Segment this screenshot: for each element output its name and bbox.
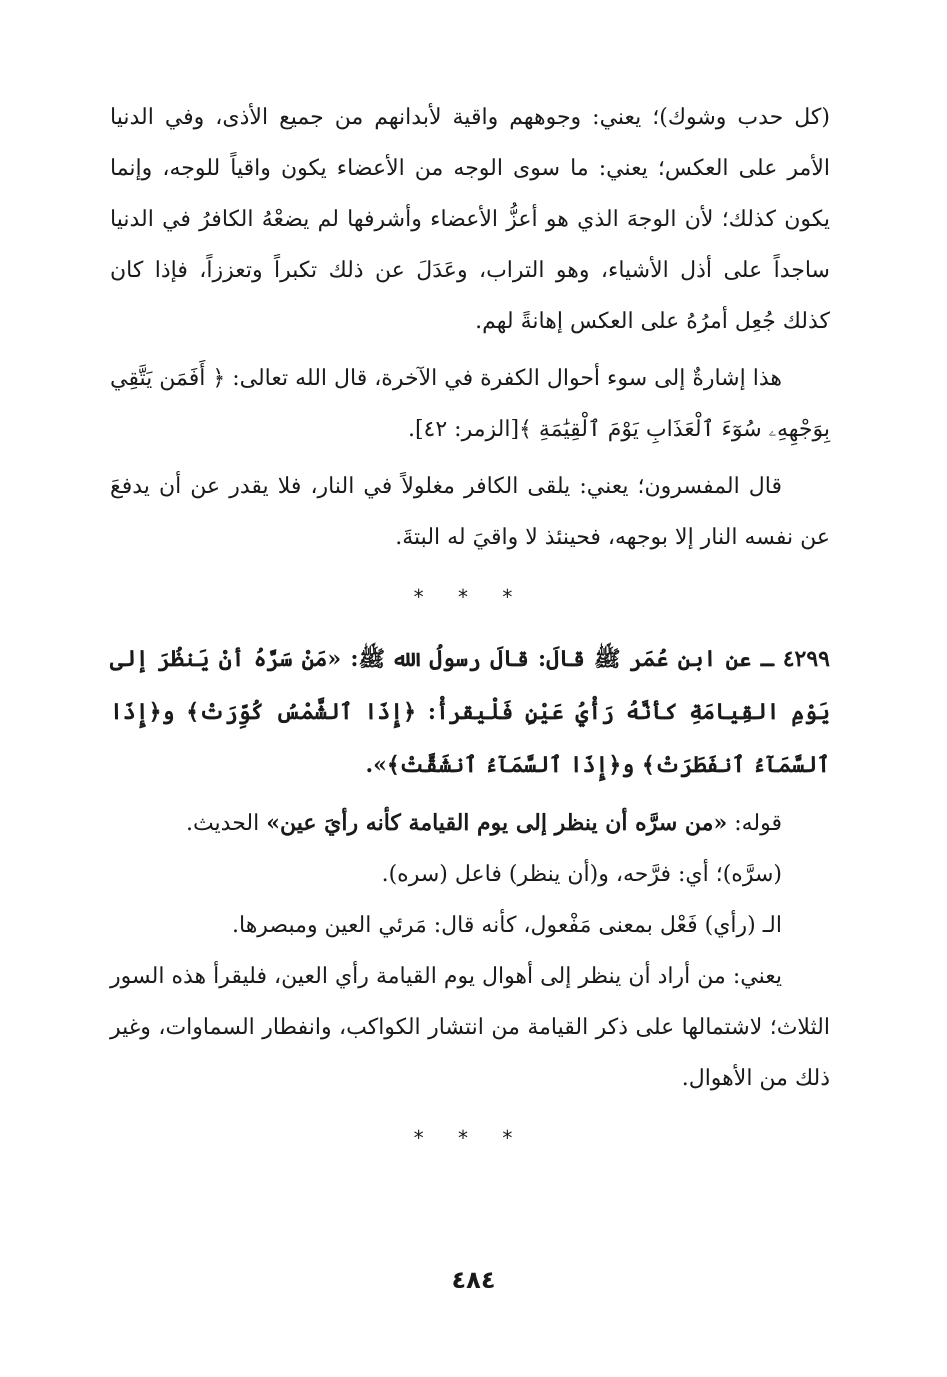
section-separator: * * * (413, 585, 527, 609)
section-separator-2: * * * (413, 1126, 527, 1150)
page-number: ٤٨٤ (451, 1266, 496, 1294)
commentary-paragraph-3: قال المفسرون؛ يعني: يلقى الكافر مغلولاً في النار، فلا يقدر عن أن يدفعَ عن نفسه النار إلا بوجهه، فحينئذ لا واقيَ له البتةَ. (110, 474, 830, 550)
hadith-quote: «من سرَّه أن ينظر إلى يوم القيامة كأنه رأيَ عين» (266, 810, 728, 836)
page-body (110, 92, 830, 1174)
quote-suffix: الحديث. (185, 811, 267, 836)
commentary-paragraph-4 (110, 798, 830, 849)
quote-label: قوله: (727, 811, 782, 836)
commentary-paragraph-2: هذا إشارةٌ إلى سوء أحوال الكفرة في الآخرة، قال الله تعالى: ﴿ أَفَمَن يَتَّقِي بِوَجْهِهِۦ سُوٓءَ ٱلْعَذَابِ يَوْمَ ٱلْقِيَٰمَةِ ﴾[الزمر: ٤٢]. (110, 366, 830, 442)
commentary-paragraph-1: (كل حدب وشوك)؛ يعني: وجوههم واقية لأبدانهم من جميع الأذى، وفي الدنيا الأمر على العكس؛ يعني: ما سوى الوجه من الأعضاء يكون واقياً للوجه، وإنما يكون كذلك؛ لأن الوجهَ الذي هو أعزُّ الأعضاء وأشرفها لم يضعْهُ الكافرُ في الدنيا ساجداً على أذل الأشياء، وهو التراب، وعَدَلَ عن ذلك تكبراً وتعززاً، فإذا كان كذلك جُعِل أمرُهُ على العكس إهانةً لهم. (110, 105, 830, 334)
hadith-text: ٤٢٩٩ ـ عن ابن عُمَر ﷺ قالَ: قالَ رسولُ الله ﷺ: «مَنْ سَرَّهُ أنْ يَنظُرَ إلى يَوْمِ القِيامَةِ كأنَّهُ رَأْيُ عَيْنٍ فَلْيقرأْ: ﴿إِذَا ٱلشَّمْسُ كُوِّرَتْ﴾ و﴿إِذَا ٱلسَّمَآءُ ٱنفَطَرَتْ﴾ و﴿إِذَا ٱلسَّمَآءُ ٱنشَقَّتْ﴾». (110, 646, 830, 778)
commentary-paragraph-7: يعني: من أراد أن ينظر إلى أهوال يوم القيامة رأي العين، فليقرأ هذه السور الثلاث؛ لاشتمالها على ذكر القيامة من انتشار الكواكب، وانفطار السماوات، وغير ذلك من الأهوال. (110, 964, 830, 1091)
commentary-paragraph-5: (سرَّه)؛ أي: فرَّحه، و(أن ينظر) فاعل (سره). (381, 862, 782, 887)
commentary-paragraph-6: الـ (رأي) فَعْل بمعنى مَفْعول، كأنه قال: مَرئي العين ومبصرها. (232, 913, 782, 938)
